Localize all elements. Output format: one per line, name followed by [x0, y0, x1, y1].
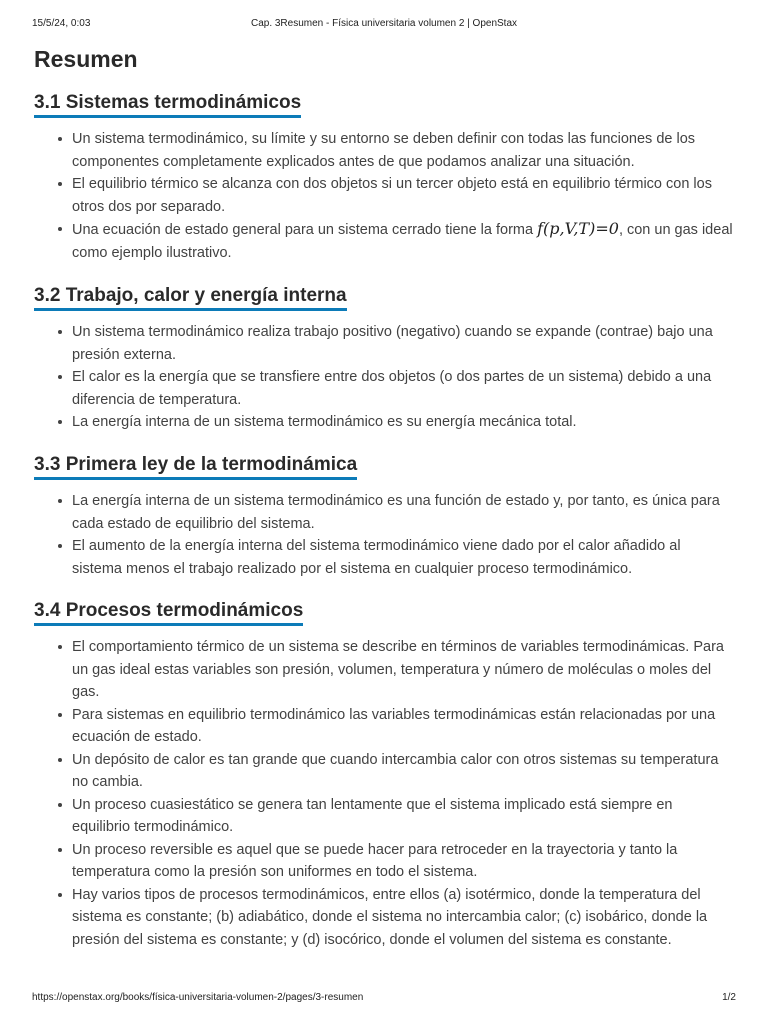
page-url: https://openstax.org/books/física-universitaria-volumen-2/pages/3-resumen — [32, 992, 364, 1003]
list-item-text: El aumento de la energía interna del sistema termodinámico viene dado por el calor añadido al sistema menos el trabajo realizado por el sistema en cualquier proceso termodinámico. — [72, 538, 681, 577]
list-item-text: El comportamiento térmico de un sistema se describe en términos de variables termodinámicas. Para un gas ideal estas variables son presión, volumen, temperatura y número de moléculas o moles del gas. — [72, 639, 724, 700]
list-item — [72, 128, 734, 173]
section-heading: 3.3 Primera ley de la termodinámica — [34, 454, 357, 480]
bullet-icon — [58, 227, 62, 231]
bullet-icon — [58, 713, 62, 717]
list-item — [72, 173, 734, 218]
list-item-text: El equilibrio térmico se alcanza con dos objetos si un tercer objeto está en equilibrio térmico con los otros dos por separado. — [72, 176, 712, 215]
list-item-text: Un proceso cuasiestático se genera tan lentamente que el sistema implicado está siempre en equilibrio termodinámico. — [72, 796, 673, 835]
section-3-4 — [34, 600, 734, 951]
list-item-text: La energía interna de un sistema termodinámico es su energía mecánica total. — [72, 414, 577, 430]
list-item — [72, 839, 734, 884]
bullet-icon — [58, 848, 62, 852]
page-number: 1/2 — [722, 992, 736, 1003]
list-item-text: Un sistema termodinámico realiza trabajo positivo (negativo) cuando se expande (contrae) bajo una presión externa. — [72, 324, 713, 363]
page-title: Resumen — [34, 46, 138, 72]
bullet-icon — [58, 758, 62, 762]
list-item — [72, 884, 734, 952]
list-item-text: Un proceso reversible es aquel que se puede hacer para retroceder en la trayectoria y tanto la temperatura como la presión son uniformes en todo el sistema. — [72, 841, 678, 880]
list-item-text: El calor es la energía que se transfiere entre dos objetos (o dos partes de un sistema) debido a una diferencia de temperatura. — [72, 369, 712, 408]
list-item-text: Un depósito de calor es tan grande que cuando intercambia calor con otros sistemas su temperatura no cambia. — [72, 751, 719, 790]
bullet-icon — [58, 375, 62, 379]
list-item — [72, 490, 734, 535]
section-3-2 — [34, 285, 734, 434]
list-item-text: , con un gas ideal como ejemplo ilustrativo. — [72, 222, 733, 261]
bullet-icon — [58, 544, 62, 548]
list-item-text: Un sistema termodinámico, su límite y su entorno se deben definir con todas las funciones de los componentes completamente explicados antes de que podamos analizar una situación. — [72, 131, 696, 170]
list-item — [72, 321, 734, 366]
bullet-list — [34, 321, 734, 434]
list-item — [72, 794, 734, 839]
state-equation-formula: f(p,V,T)=0 — [537, 219, 619, 238]
list-item — [72, 366, 734, 411]
bullet-icon — [58, 645, 62, 649]
section-heading: 3.4 Procesos termodinámicos — [34, 600, 303, 626]
bullet-list — [34, 128, 734, 264]
list-item-text: Hay varios tipos de procesos termodinámicos, entre ellos (a) isotérmico, donde la temperatura del sistema es constante; (b) adiabático, donde el sistema no intercambia calor; (c) isobárico, donde la presión del sistema es constante; y (d) isocórico, donde el volumen del sistema es constante. — [72, 886, 708, 948]
section-heading: 3.1 Sistemas termodinámicos — [34, 92, 301, 118]
bullet-list — [34, 490, 734, 580]
bullet-icon — [58, 420, 62, 424]
print-header — [32, 18, 736, 32]
list-item — [72, 411, 734, 434]
section-heading: 3.2 Trabajo, calor y energía interna — [34, 285, 347, 311]
bullet-list — [34, 636, 734, 951]
bullet-icon — [58, 330, 62, 334]
print-date: 15/5/24, 0:03 — [32, 18, 91, 29]
bullet-icon — [58, 137, 62, 141]
list-item — [72, 535, 734, 580]
print-footer — [32, 992, 736, 1006]
list-item — [72, 749, 734, 794]
print-page-title: Cap. 3Resumen - Física universitaria volumen 2 | OpenStax — [250, 18, 518, 29]
list-item-text: Para sistemas en equilibrio termodinámico las variables termodinámicas están relacionadas por una ecuación de estado. — [72, 706, 716, 745]
list-item — [72, 704, 734, 749]
bullet-icon — [58, 182, 62, 186]
list-item — [72, 218, 734, 264]
list-item-text: Una ecuación de estado general para un sistema cerrado tiene la forma — [72, 222, 538, 238]
section-3-1 — [34, 92, 734, 264]
list-item — [72, 636, 734, 704]
list-item-text: La energía interna de un sistema termodinámico es una función de estado y, por tanto, es única para cada estado de equilibrio del sistema. — [72, 493, 720, 532]
bullet-icon — [58, 803, 62, 807]
bullet-icon — [58, 893, 62, 897]
section-3-3 — [34, 454, 734, 580]
bullet-icon — [58, 499, 62, 503]
